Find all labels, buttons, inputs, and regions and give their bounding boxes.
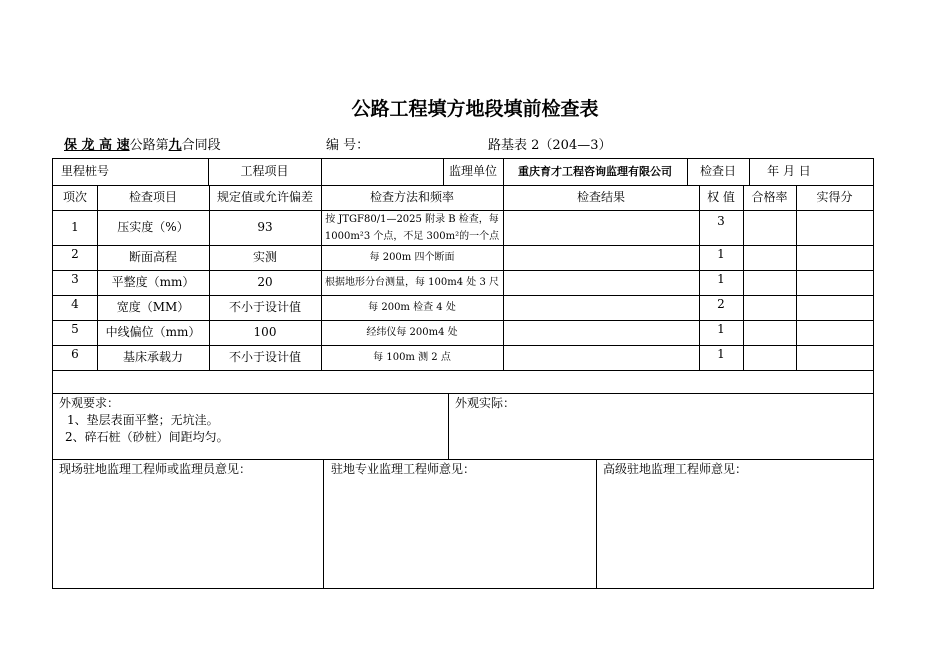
row-6-item: 基床承载力 xyxy=(122,349,183,364)
row-4-score[interactable] xyxy=(796,295,873,320)
appearance-requirements xyxy=(59,395,229,446)
appearance-req-label: 外观要求： xyxy=(59,396,120,410)
row-5-score[interactable] xyxy=(796,320,873,345)
appearance-req-2: 2、碎石桩（砂桩）间距均匀。 xyxy=(65,430,229,444)
row-4-pass-rate[interactable] xyxy=(743,295,796,320)
row-5-pass-rate[interactable] xyxy=(743,320,796,345)
row-1-method xyxy=(321,210,503,245)
resident-engineer-opinion: 驻地专业监理工程师意见： xyxy=(331,462,476,476)
row-3-no: 3 xyxy=(71,272,79,287)
form-reference: 路基表 2（204—3） xyxy=(488,138,612,153)
row-6-score[interactable] xyxy=(796,345,873,370)
site-supervisor-opinion: 现场驻地监理工程师或监理员意见： xyxy=(59,462,252,476)
row-1-score[interactable] xyxy=(796,210,873,245)
col-header-weight: 权 值 xyxy=(707,189,735,204)
row-2-weight: 1 xyxy=(717,247,725,262)
col-header-score: 实得分 xyxy=(816,189,853,204)
row-3-score[interactable] xyxy=(796,270,873,295)
row-3-result[interactable] xyxy=(503,270,699,295)
row-3-weight: 1 xyxy=(717,272,725,287)
supervisor-value: 重庆育才工程咨询监理有限公司 xyxy=(518,164,672,178)
row-5-item: 中线偏位（mm） xyxy=(105,324,201,339)
row-6-pass-rate[interactable] xyxy=(743,345,796,370)
row-2-item: 断面高程 xyxy=(128,249,177,264)
row-6-method: 每 100m 测 2 点 xyxy=(373,352,451,363)
row-2-score[interactable] xyxy=(796,245,873,270)
date-label: 检查日 xyxy=(699,164,736,179)
row-3-item: 平整度（mm） xyxy=(111,274,195,289)
col-header-method: 检查方法和频率 xyxy=(369,189,454,204)
row-5-weight: 1 xyxy=(717,322,725,337)
row-4-weight: 2 xyxy=(717,297,725,312)
row-4-method: 每 200m 检查 4 处 xyxy=(368,302,456,313)
project-item-label: 工程项目 xyxy=(240,164,289,179)
mileage-label: 里程桩号 xyxy=(61,164,110,179)
supervisor-label: 监理单位 xyxy=(448,164,497,179)
project-item-field[interactable] xyxy=(321,159,443,185)
row-3-method: 根据地形分台测量，每 100m4 处 3 尺 xyxy=(324,277,499,288)
senior-engineer-opinion: 高级驻地监理工程师意见： xyxy=(603,462,748,476)
col-header-result: 检查结果 xyxy=(576,189,625,204)
section-suffix: 合同段 xyxy=(181,138,221,153)
row-2-spec: 实测 xyxy=(252,249,277,264)
row-4-spec: 不小于设计值 xyxy=(228,299,301,314)
row-4-item: 宽度（MM） xyxy=(116,299,190,314)
row-4-no: 4 xyxy=(71,297,79,312)
section-number: 九 xyxy=(168,138,182,153)
row-6-result[interactable] xyxy=(503,345,699,370)
road-prefix: 公路第 xyxy=(129,138,169,153)
row-1-item: 压实度（%） xyxy=(117,219,189,234)
row-1-spec: 93 xyxy=(257,219,273,234)
row-6-weight: 1 xyxy=(717,347,725,362)
row-5-spec: 100 xyxy=(253,324,277,339)
col-header-pass-rate: 合格率 xyxy=(751,189,788,204)
row-1-method-line1: 按 JTGF80/1—2025 附录 B 检查，每 xyxy=(325,213,499,225)
row-5-method: 经纬仪每 200m4 处 xyxy=(366,327,458,338)
row-1-result[interactable] xyxy=(503,210,699,245)
row-5-result[interactable] xyxy=(503,320,699,345)
row-1-weight: 3 xyxy=(717,214,725,229)
row-1-pass-rate[interactable] xyxy=(743,210,796,245)
page-title: 公路工程填方地段填前检查表 xyxy=(351,98,599,120)
row-4-result[interactable] xyxy=(503,295,699,320)
col-header-item: 检查项目 xyxy=(128,189,177,204)
col-header-no: 项次 xyxy=(62,189,87,204)
project-line xyxy=(64,134,221,153)
row-5-no: 5 xyxy=(71,322,79,337)
col-header-spec: 规定值或允许偏差 xyxy=(216,189,313,204)
row-3-pass-rate[interactable] xyxy=(743,270,796,295)
code-label: 编 号： xyxy=(326,138,370,153)
appearance-actual-label: 外观实际： xyxy=(455,396,516,410)
row-3-spec: 20 xyxy=(257,274,273,289)
row-6-no: 6 xyxy=(71,347,79,362)
row-2-pass-rate[interactable] xyxy=(743,245,796,270)
row-2-method: 每 200m 四个断面 xyxy=(369,252,455,263)
inspection-table xyxy=(52,158,874,589)
row-2-no: 2 xyxy=(71,247,79,262)
blank-row[interactable] xyxy=(53,370,873,393)
row-6-spec: 不小于设计值 xyxy=(228,349,301,364)
appearance-req-1: 1、垫层表面平整；无坑洼。 xyxy=(67,413,219,427)
project-name: 保 龙 高 速 xyxy=(64,138,130,153)
row-1-no: 1 xyxy=(71,219,79,234)
date-value[interactable]: 年 月 日 xyxy=(767,164,811,179)
row-2-result[interactable] xyxy=(503,245,699,270)
row-1-method-line2: 1000m²3 个点，不足 300m²的一个点 xyxy=(324,230,500,242)
